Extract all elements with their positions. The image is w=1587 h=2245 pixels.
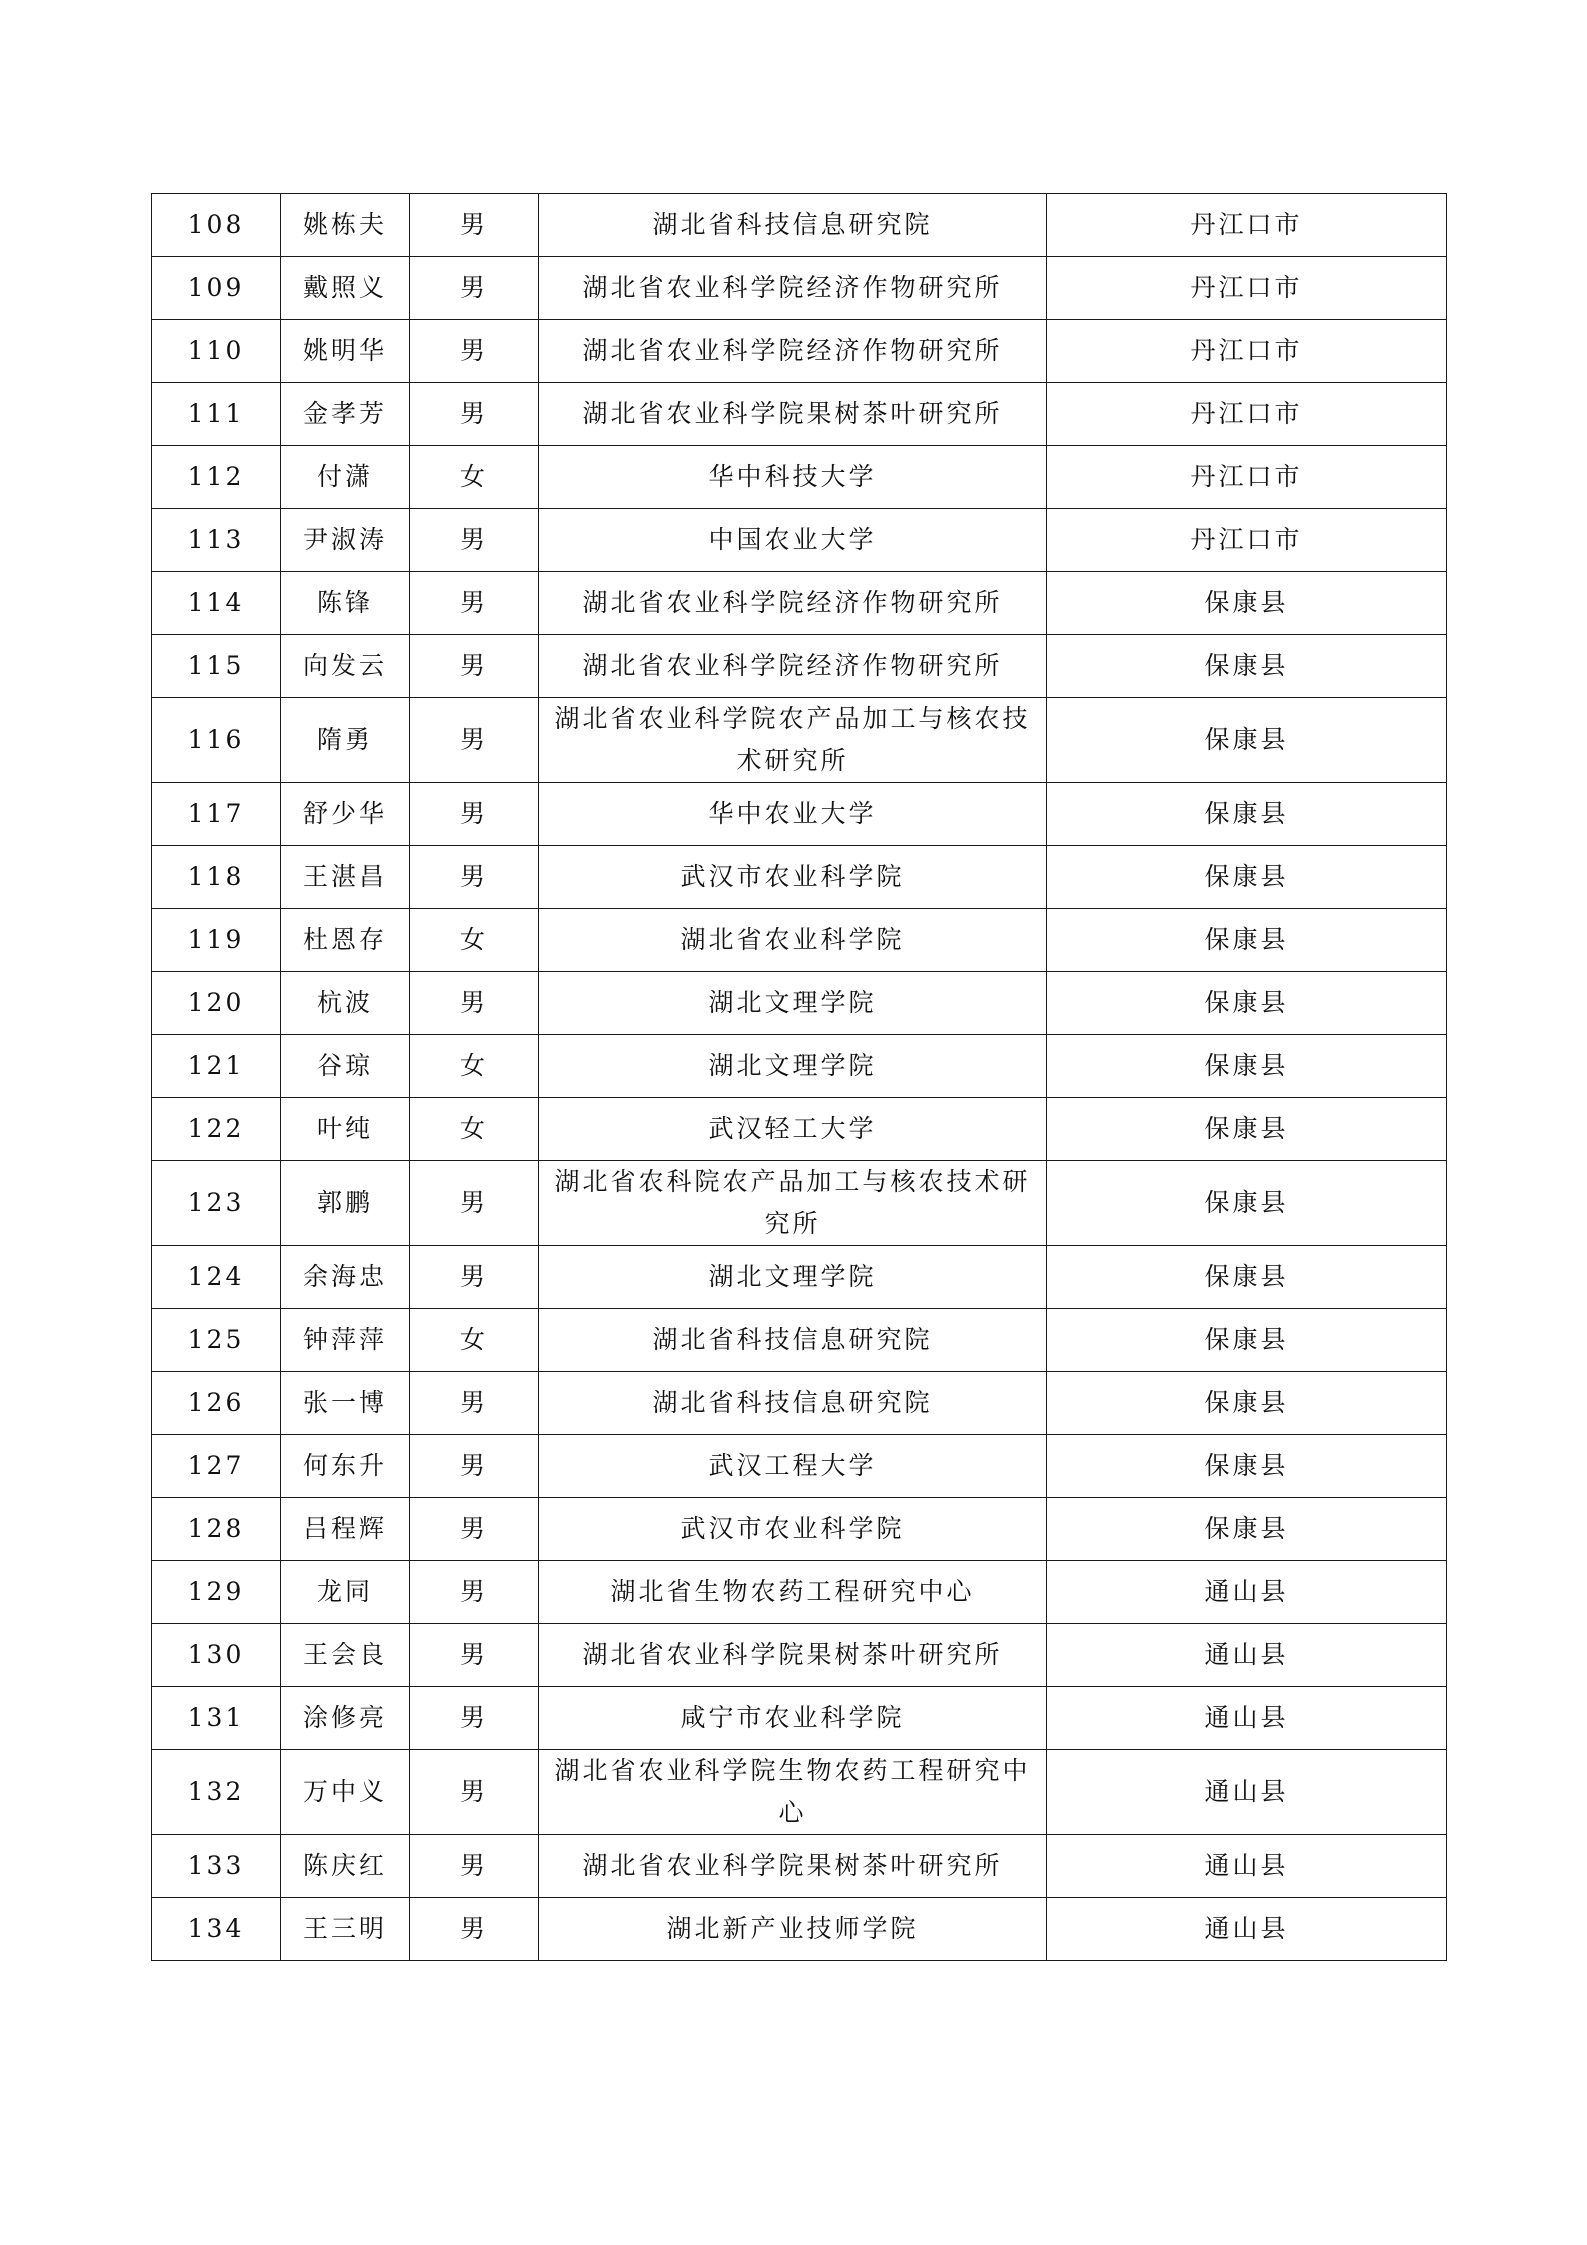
row-number-cell: 122 <box>152 1098 281 1161</box>
gender-cell: 男 <box>410 1372 539 1435</box>
gender-cell: 男 <box>410 1561 539 1624</box>
row-number-cell: 129 <box>152 1561 281 1624</box>
row-number-cell: 126 <box>152 1372 281 1435</box>
table-row <box>152 1435 1447 1498</box>
gender-cell: 男 <box>410 1750 539 1835</box>
organization-cell: 湖北文理学院 <box>539 1246 1047 1309</box>
row-number-cell: 111 <box>152 383 281 446</box>
table-row <box>152 509 1447 572</box>
location-cell: 丹江口市 <box>1047 446 1447 509</box>
table-row <box>152 1687 1447 1750</box>
gender-cell: 男 <box>410 846 539 909</box>
organization-cell: 武汉市农业科学院 <box>539 846 1047 909</box>
organization-cell: 湖北省科技信息研究院 <box>539 194 1047 257</box>
person-name-cell: 陈庆红 <box>281 1835 410 1898</box>
row-number-cell: 124 <box>152 1246 281 1309</box>
location-cell: 保康县 <box>1047 1372 1447 1435</box>
table-row <box>152 972 1447 1035</box>
table-row <box>152 783 1447 846</box>
table-row <box>152 1624 1447 1687</box>
table-row <box>152 1098 1447 1161</box>
gender-cell: 男 <box>410 1898 539 1961</box>
location-cell: 通山县 <box>1047 1750 1447 1835</box>
row-number-cell: 131 <box>152 1687 281 1750</box>
organization-cell: 湖北省农业科学院经济作物研究所 <box>539 635 1047 698</box>
organization-cell: 湖北省农业科学院经济作物研究所 <box>539 257 1047 320</box>
gender-cell: 男 <box>410 1498 539 1561</box>
organization-cell: 中国农业大学 <box>539 509 1047 572</box>
person-name-cell: 王会良 <box>281 1624 410 1687</box>
person-name-cell: 王三明 <box>281 1898 410 1961</box>
row-number-cell: 123 <box>152 1161 281 1246</box>
organization-cell: 华中科技大学 <box>539 446 1047 509</box>
location-cell: 通山县 <box>1047 1687 1447 1750</box>
gender-cell: 男 <box>410 1435 539 1498</box>
location-cell: 丹江口市 <box>1047 383 1447 446</box>
row-number-cell: 132 <box>152 1750 281 1835</box>
table-row <box>152 909 1447 972</box>
table-row <box>152 1246 1447 1309</box>
person-name-cell: 何东升 <box>281 1435 410 1498</box>
person-name-cell: 郭鹏 <box>281 1161 410 1246</box>
gender-cell: 男 <box>410 1624 539 1687</box>
row-number-cell: 128 <box>152 1498 281 1561</box>
gender-cell: 男 <box>410 972 539 1035</box>
person-name-cell: 姚明华 <box>281 320 410 383</box>
table-row <box>152 572 1447 635</box>
person-name-cell: 谷琼 <box>281 1035 410 1098</box>
location-cell: 保康县 <box>1047 1309 1447 1372</box>
location-cell: 保康县 <box>1047 909 1447 972</box>
person-name-cell: 涂修亮 <box>281 1687 410 1750</box>
table-row <box>152 1750 1447 1835</box>
roster-table-body <box>152 194 1447 1961</box>
person-name-cell: 隋勇 <box>281 698 410 783</box>
table-row <box>152 257 1447 320</box>
row-number-cell: 115 <box>152 635 281 698</box>
table-row <box>152 1835 1447 1898</box>
row-number-cell: 121 <box>152 1035 281 1098</box>
gender-cell: 男 <box>410 635 539 698</box>
location-cell: 保康县 <box>1047 783 1447 846</box>
table-row <box>152 698 1447 783</box>
location-cell: 通山县 <box>1047 1624 1447 1687</box>
organization-cell: 湖北省农科院农产品加工与核农技术研究所 <box>539 1161 1047 1246</box>
organization-cell: 湖北省科技信息研究院 <box>539 1309 1047 1372</box>
row-number-cell: 110 <box>152 320 281 383</box>
location-cell: 保康县 <box>1047 1435 1447 1498</box>
row-number-cell: 120 <box>152 972 281 1035</box>
location-cell: 保康县 <box>1047 1035 1447 1098</box>
location-cell: 丹江口市 <box>1047 509 1447 572</box>
row-number-cell: 127 <box>152 1435 281 1498</box>
row-number-cell: 108 <box>152 194 281 257</box>
table-row <box>152 383 1447 446</box>
row-number-cell: 112 <box>152 446 281 509</box>
row-number-cell: 134 <box>152 1898 281 1961</box>
row-number-cell: 130 <box>152 1624 281 1687</box>
roster-table <box>151 193 1447 1961</box>
gender-cell: 女 <box>410 1309 539 1372</box>
organization-cell: 湖北省农业科学院 <box>539 909 1047 972</box>
gender-cell: 女 <box>410 909 539 972</box>
organization-cell: 湖北文理学院 <box>539 972 1047 1035</box>
gender-cell: 男 <box>410 698 539 783</box>
organization-cell: 咸宁市农业科学院 <box>539 1687 1047 1750</box>
person-name-cell: 杭波 <box>281 972 410 1035</box>
location-cell: 通山县 <box>1047 1835 1447 1898</box>
gender-cell: 男 <box>410 257 539 320</box>
organization-cell: 武汉市农业科学院 <box>539 1498 1047 1561</box>
gender-cell: 女 <box>410 1035 539 1098</box>
location-cell: 保康县 <box>1047 1098 1447 1161</box>
table-row <box>152 320 1447 383</box>
row-number-cell: 109 <box>152 257 281 320</box>
person-name-cell: 万中义 <box>281 1750 410 1835</box>
row-number-cell: 119 <box>152 909 281 972</box>
organization-cell: 湖北省农业科学院果树茶叶研究所 <box>539 1624 1047 1687</box>
person-name-cell: 张一博 <box>281 1372 410 1435</box>
gender-cell: 男 <box>410 1161 539 1246</box>
location-cell: 通山县 <box>1047 1898 1447 1961</box>
organization-cell: 武汉工程大学 <box>539 1435 1047 1498</box>
table-row <box>152 1035 1447 1098</box>
gender-cell: 男 <box>410 1687 539 1750</box>
organization-cell: 华中农业大学 <box>539 783 1047 846</box>
table-row <box>152 446 1447 509</box>
organization-cell: 湖北省农业科学院果树茶叶研究所 <box>539 383 1047 446</box>
table-row <box>152 1498 1447 1561</box>
row-number-cell: 113 <box>152 509 281 572</box>
row-number-cell: 125 <box>152 1309 281 1372</box>
location-cell: 保康县 <box>1047 635 1447 698</box>
location-cell: 丹江口市 <box>1047 257 1447 320</box>
gender-cell: 男 <box>410 1246 539 1309</box>
person-name-cell: 杜恩存 <box>281 909 410 972</box>
person-name-cell: 向发云 <box>281 635 410 698</box>
row-number-cell: 133 <box>152 1835 281 1898</box>
gender-cell: 男 <box>410 1835 539 1898</box>
row-number-cell: 114 <box>152 572 281 635</box>
location-cell: 保康县 <box>1047 1246 1447 1309</box>
table-row <box>152 194 1447 257</box>
table-row <box>152 1561 1447 1624</box>
organization-cell: 湖北新产业技师学院 <box>539 1898 1047 1961</box>
person-name-cell: 钟萍萍 <box>281 1309 410 1372</box>
table-row <box>152 1898 1447 1961</box>
gender-cell: 男 <box>410 383 539 446</box>
person-name-cell: 尹淑涛 <box>281 509 410 572</box>
gender-cell: 男 <box>410 572 539 635</box>
location-cell: 保康县 <box>1047 572 1447 635</box>
person-name-cell: 吕程辉 <box>281 1498 410 1561</box>
location-cell: 通山县 <box>1047 1561 1447 1624</box>
table-row <box>152 1161 1447 1246</box>
location-cell: 丹江口市 <box>1047 320 1447 383</box>
location-cell: 保康县 <box>1047 698 1447 783</box>
organization-cell: 湖北省农业科学院经济作物研究所 <box>539 572 1047 635</box>
person-name-cell: 陈锋 <box>281 572 410 635</box>
location-cell: 保康县 <box>1047 972 1447 1035</box>
table-row <box>152 846 1447 909</box>
person-name-cell: 金孝芳 <box>281 383 410 446</box>
person-name-cell: 戴照义 <box>281 257 410 320</box>
person-name-cell: 王湛昌 <box>281 846 410 909</box>
person-name-cell: 余海忠 <box>281 1246 410 1309</box>
gender-cell: 男 <box>410 509 539 572</box>
person-name-cell: 姚栋夫 <box>281 194 410 257</box>
row-number-cell: 117 <box>152 783 281 846</box>
row-number-cell: 118 <box>152 846 281 909</box>
person-name-cell: 叶纯 <box>281 1098 410 1161</box>
organization-cell: 湖北文理学院 <box>539 1035 1047 1098</box>
person-name-cell: 龙同 <box>281 1561 410 1624</box>
organization-cell: 湖北省农业科学院农产品加工与核农技术研究所 <box>539 698 1047 783</box>
organization-cell: 湖北省科技信息研究院 <box>539 1372 1047 1435</box>
row-number-cell: 116 <box>152 698 281 783</box>
location-cell: 保康县 <box>1047 1161 1447 1246</box>
location-cell: 丹江口市 <box>1047 194 1447 257</box>
table-row <box>152 1309 1447 1372</box>
table-row <box>152 635 1447 698</box>
person-name-cell: 付潇 <box>281 446 410 509</box>
gender-cell: 女 <box>410 1098 539 1161</box>
organization-cell: 湖北省农业科学院果树茶叶研究所 <box>539 1835 1047 1898</box>
organization-cell: 湖北省农业科学院经济作物研究所 <box>539 320 1047 383</box>
gender-cell: 男 <box>410 320 539 383</box>
organization-cell: 湖北省生物农药工程研究中心 <box>539 1561 1047 1624</box>
gender-cell: 男 <box>410 783 539 846</box>
gender-cell: 男 <box>410 194 539 257</box>
gender-cell: 女 <box>410 446 539 509</box>
table-row <box>152 1372 1447 1435</box>
person-name-cell: 舒少华 <box>281 783 410 846</box>
organization-cell: 武汉轻工大学 <box>539 1098 1047 1161</box>
location-cell: 保康县 <box>1047 1498 1447 1561</box>
location-cell: 保康县 <box>1047 846 1447 909</box>
organization-cell: 湖北省农业科学院生物农药工程研究中心 <box>539 1750 1047 1835</box>
